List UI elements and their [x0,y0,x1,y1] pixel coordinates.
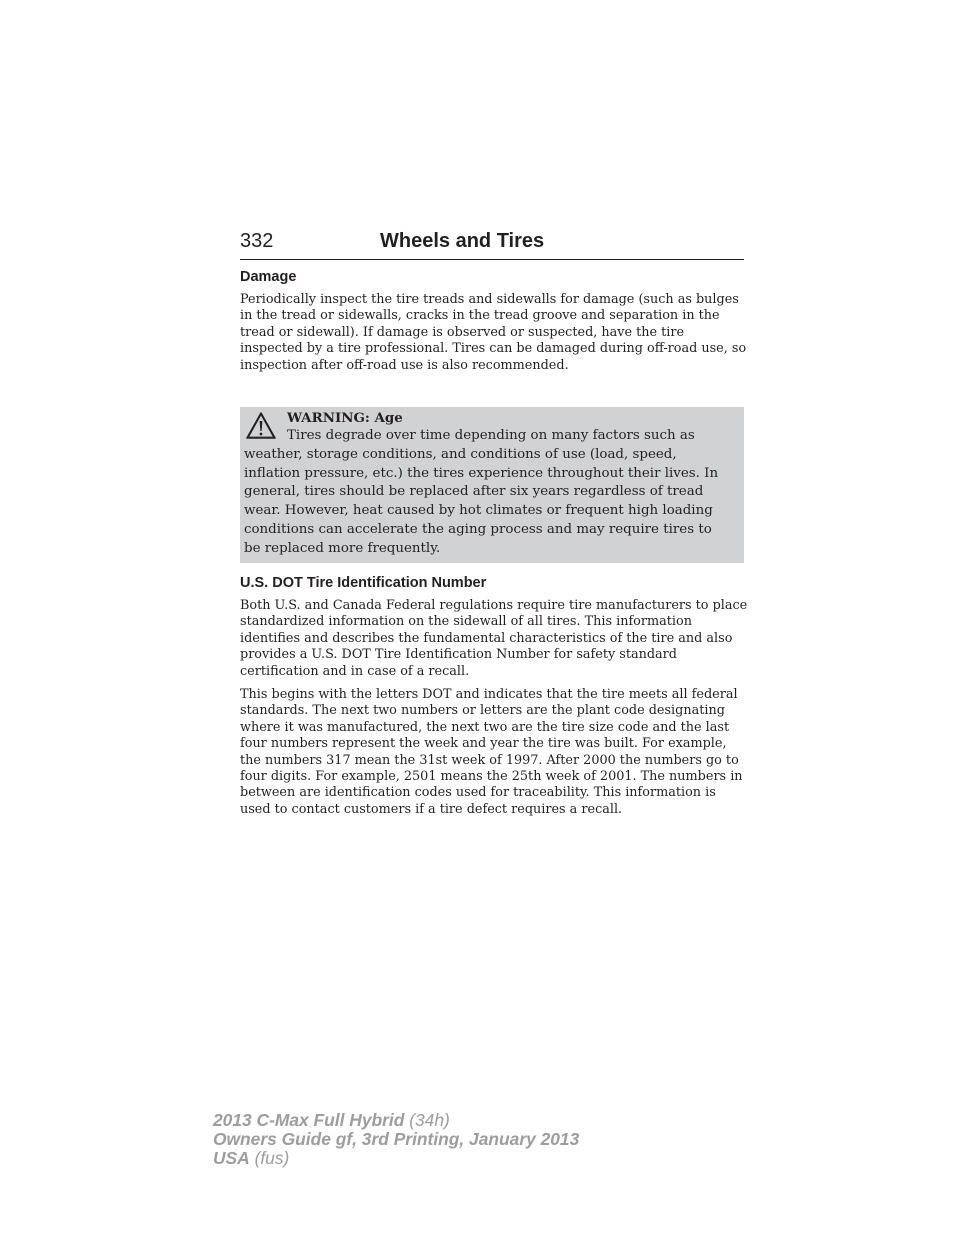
footer-market-code: (fus) [254,1148,290,1168]
warning-text: Tires degrade over time depending on many factors such as weather, storage conditions, and conditions of use (load, speed, inflation pressure, etc.) the tires experience throughout their lives. In general, tires should be replaced after six years regardless of tread wear. However, heat caused by hot climates or frequent high loading conditions can accelerate the aging process and may require tires to be replaced more frequently. [244,428,719,556]
dot-paragraph-1: Both U.S. and Canada Federal regulations require tire manufacturers to place standardized information on the sidewall of all tires. This information identifies and describes the fundamental characteristics of the tire and also provides a U.S. DOT Tire Identification Number for safety standard certification and in case of a recall. [240,598,748,679]
footer-edition: Owners Guide gf, 3rd Printing, January 2013 [213,1129,580,1149]
page-number: 332 [240,230,274,252]
footer-line-market [213,1149,579,1168]
dot-paragraph-2: This begins with the letters DOT and indicates that the tire meets all federal standards. The next two numbers or letters are the plant code designating where it was manufactured, the next two are the tire size code and the last four numbers represent the week and year the tire was built. For example, the numbers 317 mean the 31st week of 1997. After 2000 the numbers go to four digits. For example, 2501 means the 25th week of 2001. The numbers in between are identification codes used for traceability. This information is used to contact customers if a tire defect requires a recall. [240,687,743,817]
warning-title: WARNING: Age [287,410,403,426]
page-header [240,229,744,260]
dot-heading: U.S. DOT Tire Identification Number [240,575,487,591]
footer-line-model [213,1111,579,1130]
page-title: Wheels and Tires [380,230,545,252]
footer-model: 2013 C-Max Full Hybrid [213,1110,405,1130]
footer-market: USA [213,1148,250,1168]
footer-model-code: (34h) [409,1110,450,1130]
damage-paragraph: Periodically inspect the tire treads and sidewalls for damage (such as bulges in the tread or sidewalls, cracks in the tread groove and separation in the tread or sidewall). If damage is observed or suspected, have the tire inspected by a tire professional. Tires can be damaged during off-road use, so inspection after off-road use is also recommended. [240,292,747,373]
document-footer [213,1111,579,1168]
damage-heading: Damage [240,269,297,285]
warning-box [240,407,744,563]
